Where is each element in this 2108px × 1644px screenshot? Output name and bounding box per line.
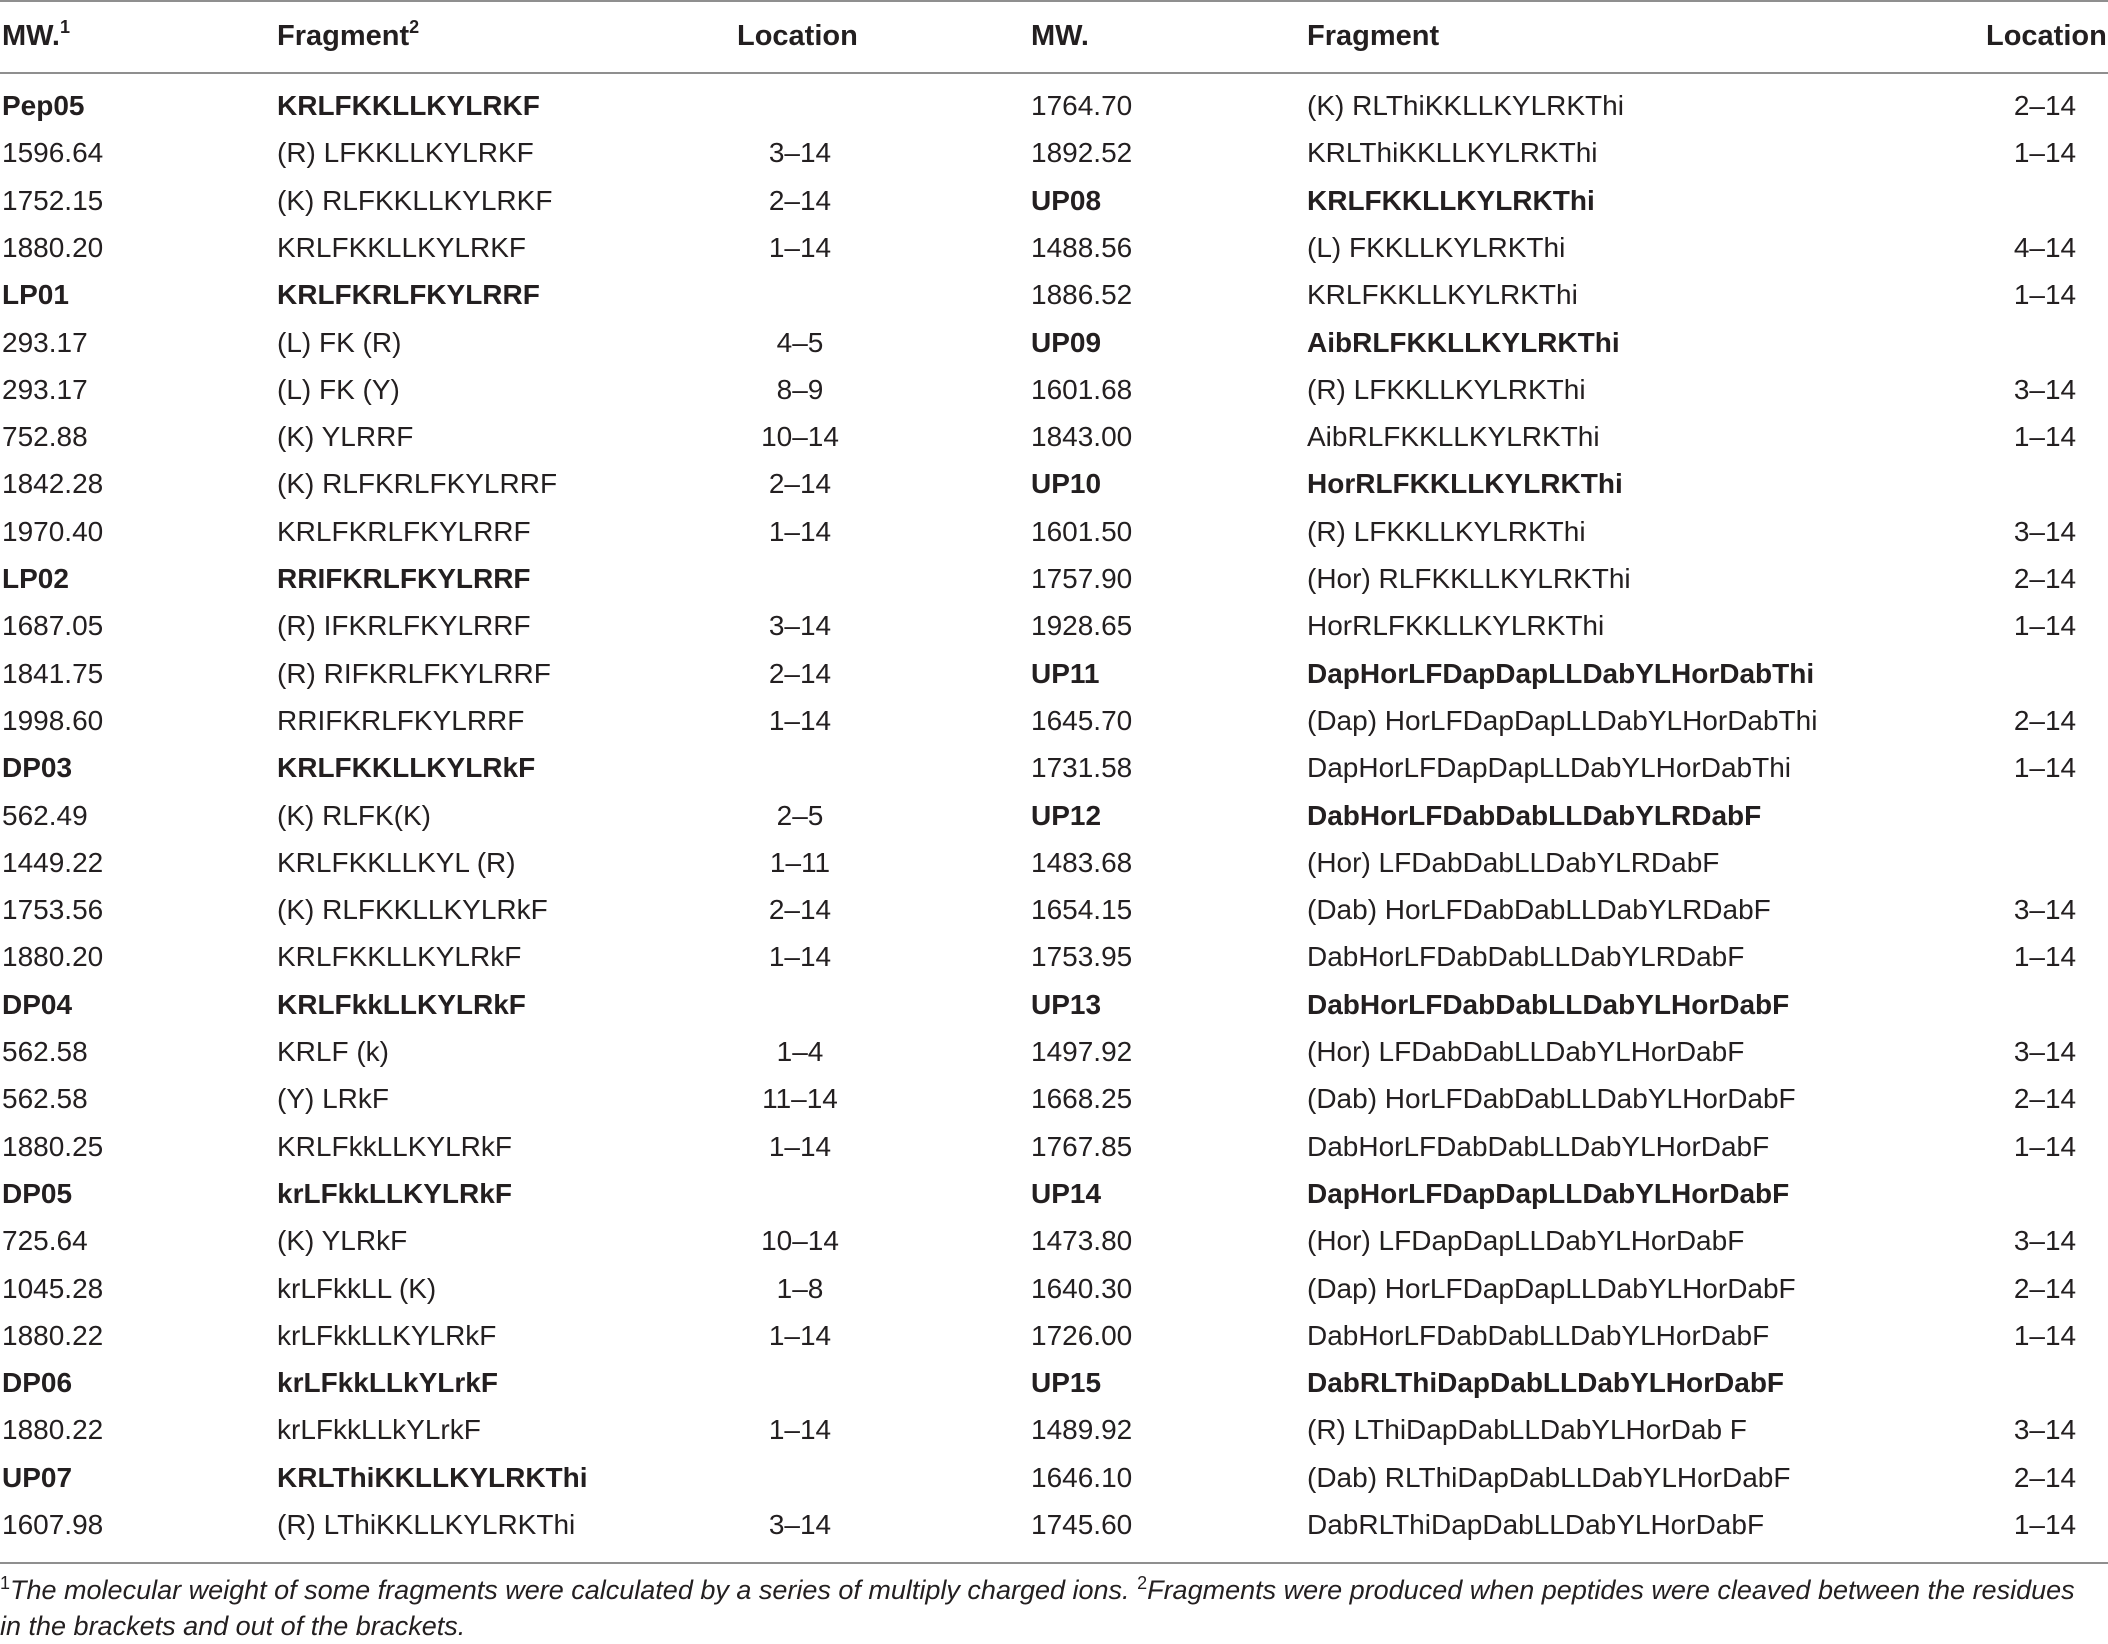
- table-row: [0, 1454, 2108, 1501]
- fragment-cell: KRLFKRLFKYLRRF: [277, 515, 531, 547]
- peptide-header-row: [0, 1170, 2108, 1217]
- fragment-cell: (K) YLRkF: [277, 1225, 408, 1257]
- mw-cell: 1970.40: [2, 515, 104, 547]
- mw-cell: 562.49: [2, 799, 88, 831]
- mw-cell: 1843.00: [1031, 421, 1133, 453]
- peptide-header-row: [0, 792, 2108, 839]
- mw-cell: 1483.68: [1031, 846, 1133, 878]
- fragment-cell: (R) LThiDapDabLLDabYLHorDab F: [1307, 1414, 1747, 1446]
- header-fragment-right: Fragment: [1307, 20, 1440, 52]
- peptide-name: UP10: [1031, 468, 1102, 500]
- mw-cell: 1473.80: [1031, 1225, 1133, 1257]
- mw-cell: 1601.50: [1031, 515, 1133, 547]
- location-cell: 2–14: [2013, 1083, 2077, 1115]
- fragment-cell: (R) LThiKKLLKYLRKThi: [277, 1509, 576, 1540]
- location-cell: 2–14: [2013, 1272, 2077, 1304]
- peptide-name: LP01: [2, 279, 69, 311]
- header-rule: [0, 72, 2108, 74]
- fragment-cell: KRLThiKKLLKYLRKThi: [1307, 137, 1598, 169]
- peptide-sequence: KRLFKKLLKYLRKThi: [1307, 184, 1595, 216]
- table-row: [0, 933, 2108, 980]
- peptide-name: Pep05: [2, 90, 85, 121]
- fragment-cell: (Hor) LFDabDabLLDabYLHorDabF: [1307, 1036, 1745, 1067]
- mw-cell: 1757.90: [1031, 563, 1133, 594]
- mw-cell: 1726.00: [1031, 1319, 1133, 1351]
- footnote-mark-1: 1: [0, 1573, 11, 1593]
- mw-cell: 1753.95: [1031, 941, 1133, 973]
- peptide-header-row: [0, 650, 2108, 697]
- table-row: [0, 1075, 2108, 1122]
- fragment-cell: (Dab) HorLFDabDabLLDabYLHorDabF: [1307, 1083, 1796, 1115]
- peptide-name: UP14: [1031, 1177, 1102, 1209]
- fragment-cell: HorRLFKKLLKYLRKThi: [1307, 610, 1605, 642]
- peptide-sequence: KRLFKKLLKYLRKF: [277, 90, 540, 121]
- fragment-cell: DapHorLFDapDapLLDabYLHorDabThi: [1307, 752, 1792, 784]
- mw-cell: 1449.22: [2, 846, 104, 878]
- location-cell: 2–14: [768, 184, 832, 216]
- fragment-cell: DabHorLFDabDabLLDabYLHorDabF: [1307, 1319, 1770, 1351]
- mw-cell: 1998.60: [2, 704, 104, 736]
- peptide-name: UP08: [1031, 184, 1102, 216]
- mw-cell: 1928.65: [1031, 610, 1133, 642]
- location-cell: 3–14: [768, 137, 832, 169]
- table-row: [0, 224, 2108, 271]
- table-row: [0, 839, 2108, 886]
- mw-cell: 1880.25: [2, 1130, 104, 1162]
- fragment-cell: RRIFKRLFKYLRRF: [277, 704, 525, 736]
- fragment-cell: KRLFKKLLKYLRKThi: [1307, 279, 1578, 311]
- mw-cell: 1601.68: [1031, 373, 1133, 405]
- mw-cell: 1668.25: [1031, 1083, 1133, 1115]
- mw-cell: 1654.15: [1031, 894, 1133, 926]
- peptide-name: UP07: [2, 1461, 73, 1493]
- peptide-header-row: [0, 319, 2108, 366]
- location-cell: 1–14: [2013, 1319, 2077, 1351]
- fragment-cell: KRLFKKLLKYLRKF: [277, 231, 526, 263]
- mw-cell: 293.17: [2, 373, 88, 405]
- location-cell: 3–14: [2013, 1414, 2077, 1446]
- fragment-cell: (K) RLFKKLLKYLRKF: [277, 184, 553, 216]
- peptide-sequence: KRLThiKKLLKYLRKThi: [277, 1461, 588, 1493]
- location-cell: 3–14: [2013, 1036, 2077, 1067]
- location-cell: 1–14: [2013, 610, 2077, 642]
- mw-cell: 1488.56: [1031, 231, 1133, 263]
- footnote-ref-2: 2: [409, 17, 420, 37]
- location-cell: 2–14: [2013, 563, 2077, 594]
- fragment-cell: DabRLThiDapDabLLDabYLHorDabF: [1307, 1509, 1765, 1540]
- fragment-cell: KRLFkkLLKYLRkF: [277, 1130, 512, 1162]
- mw-cell: 1646.10: [1031, 1461, 1133, 1493]
- mw-cell: 725.64: [2, 1225, 88, 1257]
- fragment-cell: (R) LFKKLLKYLRKF: [277, 137, 534, 169]
- peptide-name: DP06: [2, 1367, 73, 1399]
- mw-cell: 1880.20: [2, 941, 104, 973]
- mw-cell: 1752.15: [2, 184, 104, 216]
- location-cell: 3–14: [2013, 1225, 2077, 1257]
- header-location-right: Location: [1986, 20, 2107, 52]
- header-location-left: Location: [737, 20, 858, 52]
- location-cell: 1–14: [768, 1319, 832, 1351]
- peptide-name: LP02: [2, 563, 69, 594]
- peptide-sequence: DabHorLFDabDabLLDabYLRDabF: [1307, 799, 1762, 831]
- fragment-cell: (K) RLFK(K): [277, 799, 431, 831]
- location-cell: 1–14: [2013, 941, 2077, 973]
- fragment-cell: (K) YLRRF: [277, 421, 414, 453]
- mw-cell: 1731.58: [1031, 752, 1133, 784]
- fragment-cell: (Hor) LFDapDapLLDabYLHorDabF: [1307, 1225, 1745, 1257]
- fragment-cell: (Hor) RLFKKLLKYLRKThi: [1307, 563, 1631, 594]
- location-cell: 1–14: [2013, 137, 2077, 169]
- fragment-cell: (K) RLFKRLFKYLRRF: [277, 468, 558, 500]
- mw-cell: 1892.52: [1031, 137, 1133, 169]
- peptide-header-row: [0, 1359, 2108, 1406]
- mw-cell: 1880.22: [2, 1319, 104, 1351]
- peptide-name: UP11: [1031, 657, 1100, 689]
- location-cell: 1–14: [2013, 752, 2077, 784]
- fragment-cell: (L) FKKLLKYLRKThi: [1307, 231, 1566, 263]
- peptide-name: DP03: [2, 752, 73, 784]
- mw-cell: 1607.98: [2, 1509, 104, 1540]
- table-row: [0, 508, 2108, 555]
- table-row: [0, 1312, 2108, 1359]
- location-cell: 10–14: [761, 1225, 839, 1257]
- location-cell: 2–14: [768, 894, 832, 926]
- fragment-cell: krLFkkLLkYLrkF: [277, 1414, 481, 1446]
- table-row: [0, 366, 2108, 413]
- mw-cell: 1645.70: [1031, 704, 1133, 736]
- location-cell: 4–14: [2013, 231, 2077, 263]
- peptide-header-row: [0, 177, 2108, 224]
- table-row: [0, 602, 2108, 649]
- table-row: [0, 697, 2108, 744]
- peptide-sequence: krLFkkLLKYLRkF: [277, 1177, 512, 1209]
- mw-cell: 1886.52: [1031, 279, 1133, 311]
- fragment-cell: DabHorLFDabDabLLDabYLHorDabF: [1307, 1130, 1770, 1162]
- fragment-cell: (Dap) HorLFDapDapLLDabYLHorDabThi: [1307, 704, 1818, 736]
- table-footnote: [0, 1572, 2100, 1644]
- fragment-cell: (Dap) HorLFDapDapLLDabYLHorDabF: [1307, 1272, 1796, 1304]
- peptide-sequence: KRLFKRLFKYLRRF: [277, 279, 540, 311]
- location-cell: 3–14: [768, 1509, 832, 1540]
- mw-cell: 562.58: [2, 1036, 88, 1067]
- fragment-cell: (L) FK (Y): [277, 373, 400, 405]
- fragment-cell: AibRLFKKLLKYLRKThi: [1307, 421, 1600, 453]
- location-cell: 1–14: [768, 1130, 832, 1162]
- mw-cell: 1497.92: [1031, 1036, 1133, 1067]
- table-row: [0, 1123, 2108, 1170]
- location-cell: 3–14: [2013, 894, 2077, 926]
- fragment-cell: krLFkkLL (K): [277, 1272, 437, 1304]
- fragment-cell: (L) FK (R): [277, 326, 402, 358]
- location-cell: 1–14: [2013, 421, 2077, 453]
- mw-cell: 1880.22: [2, 1414, 104, 1446]
- footnote-text-2: Fragments were produced when peptides were cleaved between the residues in the brackets and out of the brackets.: [0, 1575, 2075, 1641]
- mw-cell: 1745.60: [1031, 1509, 1133, 1540]
- fragment-cell: (Dab) RLThiDapDabLLDabYLHorDabF: [1307, 1461, 1791, 1493]
- bottom-rule: [0, 1562, 2108, 1564]
- table-row: [0, 886, 2108, 933]
- header-mw-right: MW.: [1031, 20, 1089, 52]
- peptide-sequence: DapHorLFDapDapLLDabYLHorDabF: [1307, 1177, 1790, 1209]
- location-cell: 3–14: [768, 610, 832, 642]
- location-cell: 8–9: [776, 373, 824, 405]
- mw-cell: 1753.56: [2, 894, 104, 926]
- location-cell: 2–14: [2013, 704, 2077, 736]
- peptide-header-row: [0, 460, 2108, 507]
- table-row: [0, 555, 2108, 602]
- location-cell: 1–14: [768, 704, 832, 736]
- peptide-sequence: KRLFKKLLKYLRkF: [277, 752, 536, 784]
- mw-cell: 1640.30: [1031, 1272, 1133, 1304]
- mw-cell: 1489.92: [1031, 1414, 1133, 1446]
- fragment-cell: KRLFKKLLKYLRkF: [277, 941, 522, 973]
- location-cell: 2–14: [2013, 1461, 2077, 1493]
- location-cell: 1–14: [768, 515, 832, 547]
- peptide-sequence: DapHorLFDapDapLLDabYLHorDabThi: [1307, 657, 1815, 689]
- peptide-sequence: DabHorLFDabDabLLDabYLHorDabF: [1307, 988, 1790, 1020]
- mw-cell: 1045.28: [2, 1272, 104, 1304]
- mw-cell: 1880.20: [2, 231, 104, 263]
- fragment-cell: (K) RLThiKKLLKYLRKThi: [1307, 90, 1624, 121]
- location-cell: 2–14: [768, 468, 832, 500]
- peptide-name: DP04: [2, 988, 73, 1020]
- peptide-name: UP12: [1031, 799, 1102, 831]
- peptide-name: UP09: [1031, 326, 1102, 358]
- mw-cell: 1596.64: [2, 137, 104, 169]
- fragment-cell: DabHorLFDabDabLLDabYLRDabF: [1307, 941, 1745, 973]
- table-row: [0, 1028, 2108, 1075]
- location-cell: 2–14: [768, 657, 832, 689]
- peptide-sequence: RRIFKRLFKYLRRF: [277, 563, 531, 594]
- fragment-cell: (Y) LRkF: [277, 1083, 389, 1115]
- mw-cell: 562.58: [2, 1083, 88, 1115]
- peptide-name: UP13: [1031, 988, 1102, 1020]
- fragment-cell: krLFkkLLKYLRkF: [277, 1319, 497, 1351]
- footnote-mark-2: 2: [1137, 1573, 1148, 1593]
- fragment-cell: (Dab) HorLFDabDabLLDabYLRDabF: [1307, 894, 1771, 926]
- fragment-cell: (R) LFKKLLKYLRKThi: [1307, 373, 1586, 405]
- fragment-cell: (R) IFKRLFKYLRRF: [277, 610, 531, 642]
- location-cell: 1–4: [776, 1036, 824, 1067]
- location-cell: 3–14: [2013, 373, 2077, 405]
- location-cell: 10–14: [761, 421, 839, 453]
- mw-cell: 1841.75: [2, 657, 104, 689]
- peptide-sequence: DabRLThiDapDabLLDabYLHorDabF: [1307, 1367, 1785, 1399]
- mw-cell: 752.88: [2, 421, 88, 453]
- location-cell: 1–14: [768, 231, 832, 263]
- peptide-sequence: AibRLFKKLLKYLRKThi: [1307, 326, 1620, 358]
- fragment-cell: KRLF (k): [277, 1036, 389, 1067]
- location-cell: 11–14: [762, 1083, 838, 1115]
- fragment-cell: (R) LFKKLLKYLRKThi: [1307, 515, 1586, 547]
- header-fragment-left: Fragment$^2$: [277, 17, 420, 52]
- location-cell: 1–14: [2013, 1509, 2077, 1540]
- location-cell: 1–8: [776, 1272, 824, 1304]
- table-row: [0, 1501, 2108, 1548]
- mw-cell: 1767.85: [1031, 1130, 1133, 1162]
- location-cell: 1–11: [769, 846, 831, 878]
- location-cell: 3–14: [2013, 515, 2077, 547]
- fragment-cell: KRLFKKLLKYL (R): [277, 846, 516, 878]
- mw-cell: 293.17: [2, 326, 88, 358]
- table-row: [0, 413, 2108, 460]
- table-row: [0, 82, 2108, 129]
- footnote-ref-1: 1: [60, 17, 71, 37]
- table-row: [0, 744, 2108, 791]
- table-row: [0, 1265, 2108, 1312]
- location-cell: 4–5: [776, 326, 824, 358]
- fragment-cell: (R) RIFKRLFKYLRRF: [277, 657, 551, 689]
- header-mw-left: MW.$^1$: [2, 17, 71, 52]
- location-cell: 1–14: [2013, 279, 2077, 311]
- peptide-name: UP15: [1031, 1367, 1102, 1399]
- location-cell: 2–5: [776, 799, 824, 831]
- table-row: [0, 1406, 2108, 1453]
- footnote-text-1: The molecular weight of some fragments were calculated by a series of multiply charged ions.: [10, 1575, 1130, 1605]
- mw-cell: 1842.28: [2, 468, 104, 500]
- peptide-header-row: [0, 981, 2108, 1028]
- table-row: [0, 129, 2108, 176]
- table-row: [0, 1217, 2108, 1264]
- location-cell: 1–14: [768, 941, 832, 973]
- mw-cell: 1764.70: [1031, 90, 1133, 121]
- table-row: [0, 271, 2108, 318]
- mw-cell: 1687.05: [2, 610, 104, 642]
- location-cell: 2–14: [2013, 90, 2077, 121]
- peptide-sequence: KRLFkkLLKYLRkF: [277, 988, 526, 1020]
- location-cell: 1–14: [768, 1414, 832, 1446]
- peptide-sequence: HorRLFKKLLKYLRKThi: [1307, 468, 1623, 500]
- fragment-cell: (K) RLFKKLLKYLRkF: [277, 894, 548, 926]
- peptide-name: DP05: [2, 1177, 73, 1209]
- fragment-cell: (Hor) LFDabDabLLDabYLRDabF: [1307, 846, 1720, 878]
- location-cell: 1–14: [2013, 1130, 2077, 1162]
- peptide-sequence: krLFkkLLkYLrkF: [277, 1367, 498, 1399]
